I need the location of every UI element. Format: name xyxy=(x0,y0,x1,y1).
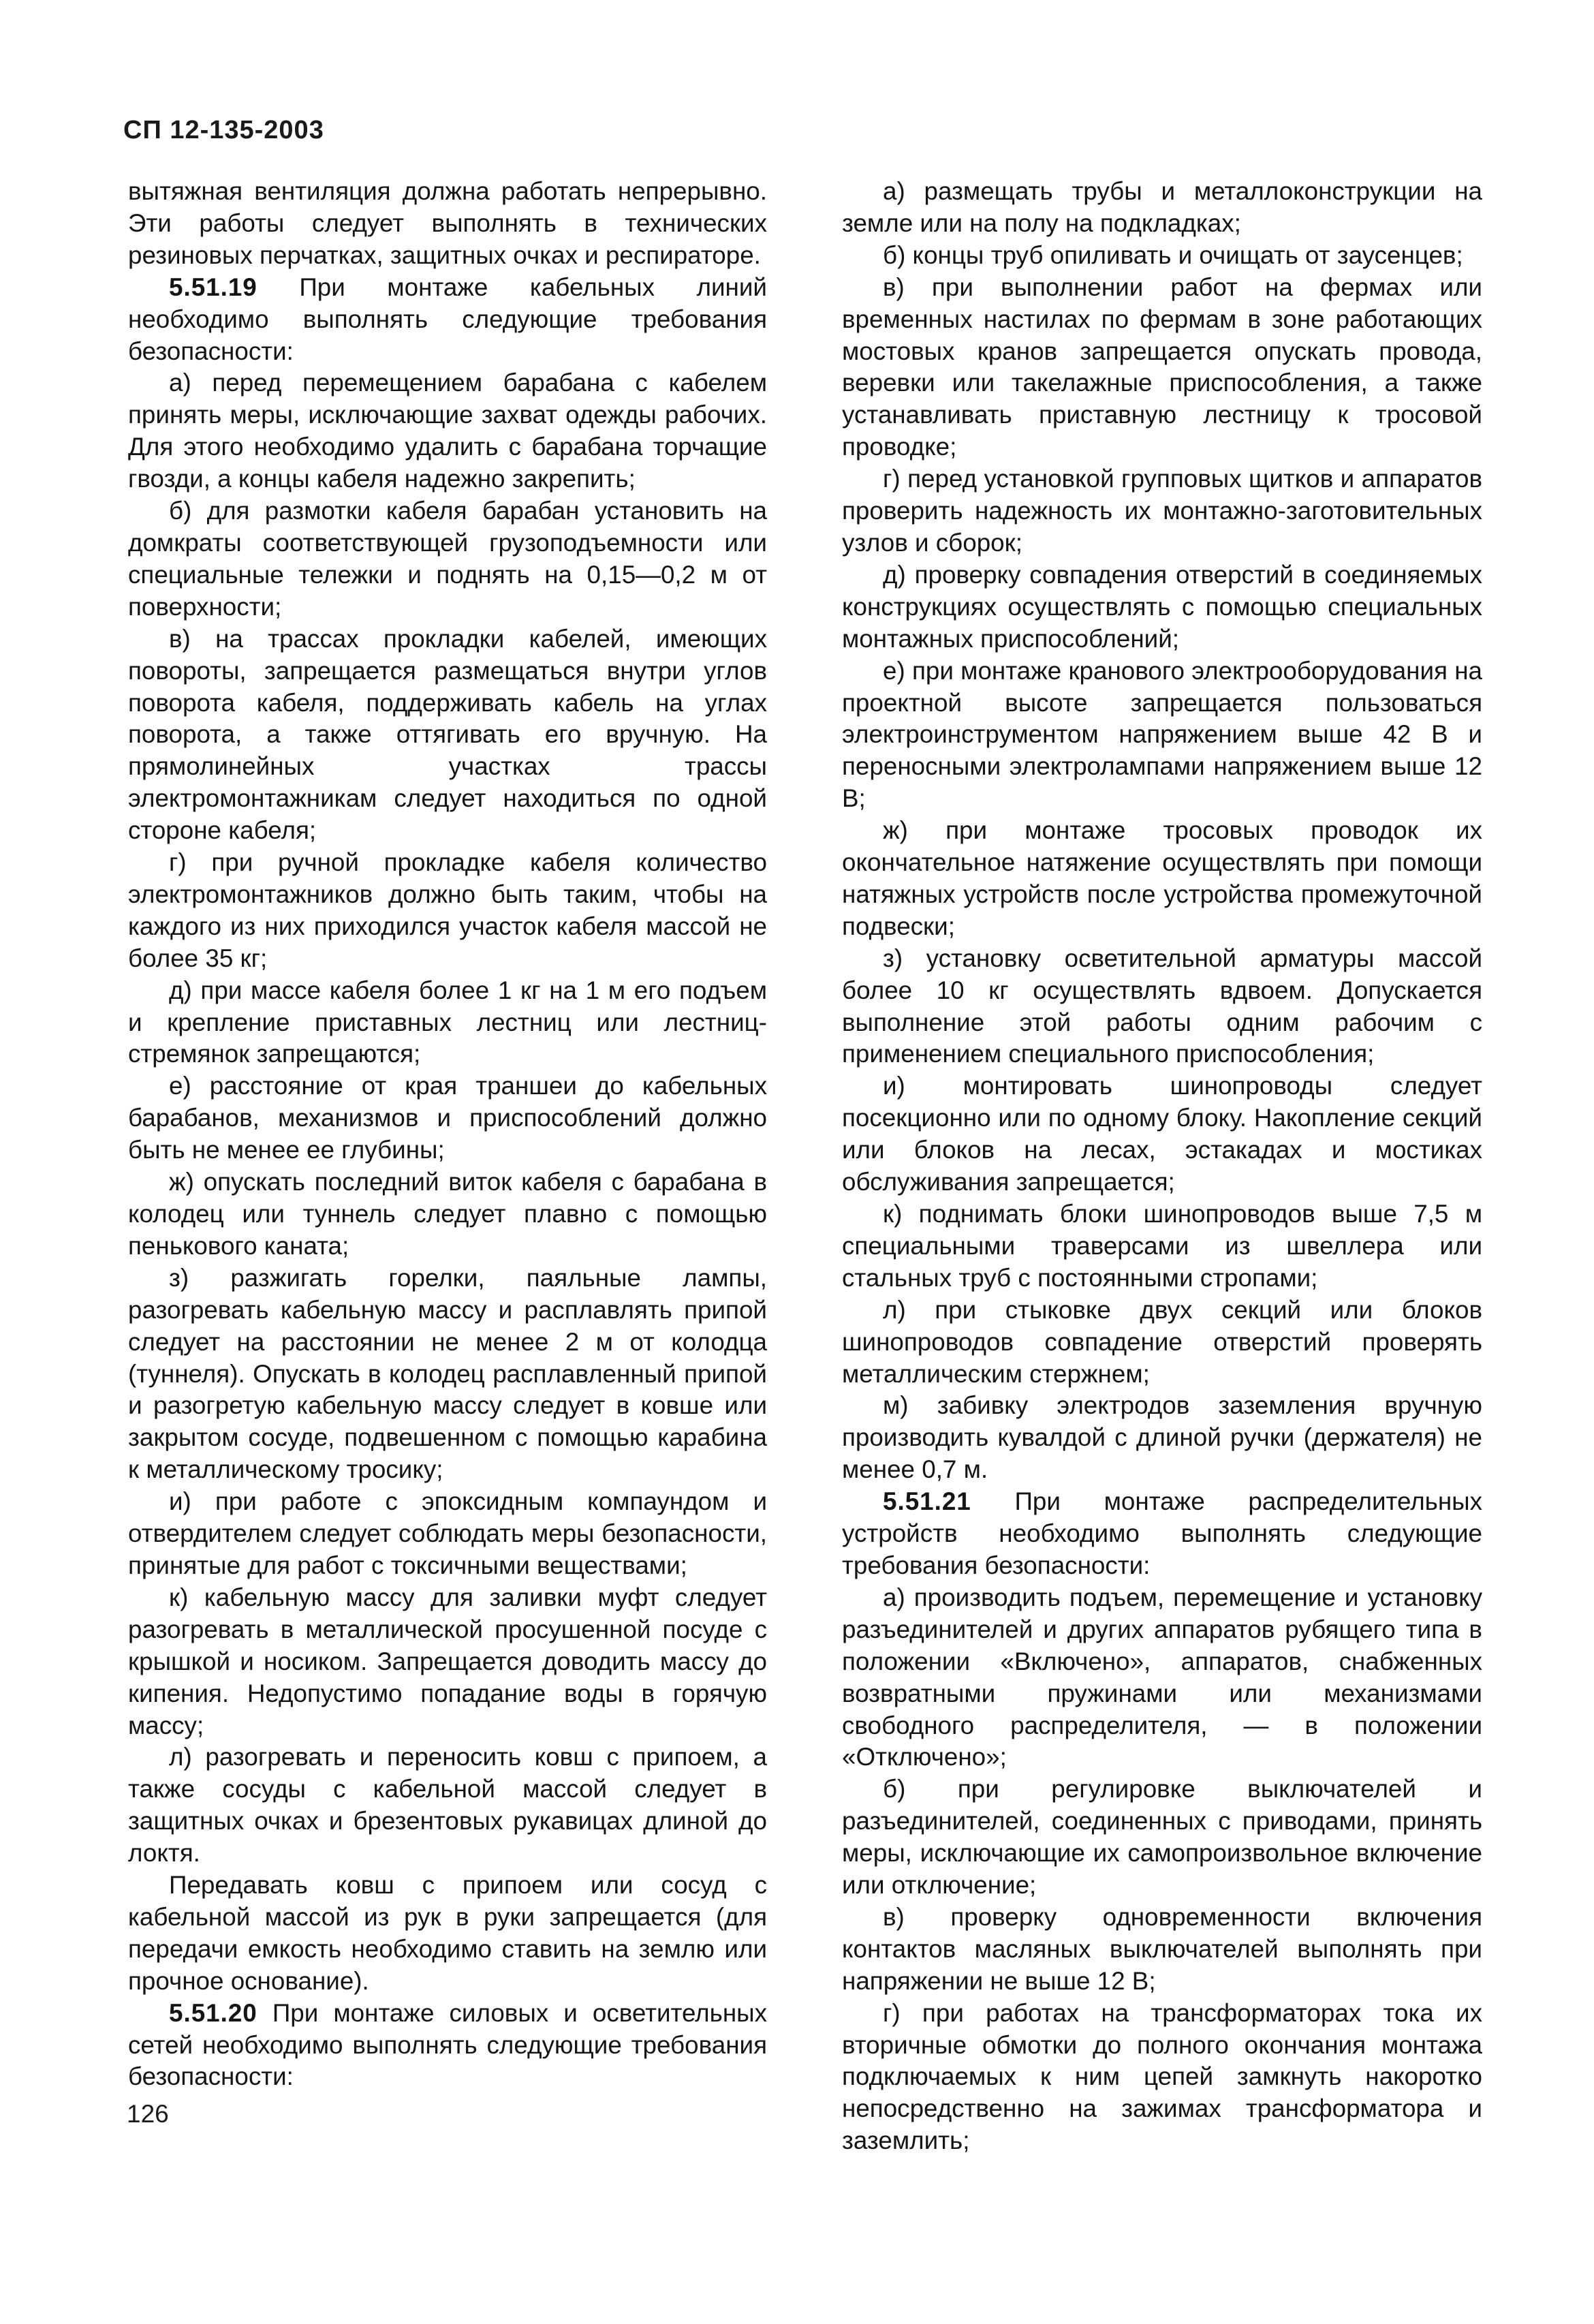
document-code-header: СП 12-135-2003 xyxy=(123,116,324,144)
body-paragraph: е) расстояние от края траншеи до кабельных барабанов, механизмов и приспособлений должно быть не менее ее глубины; xyxy=(128,1072,767,1164)
section-text: При монтаже силовых и осветительных сетей необходимо выполнять следующие требования безопасности: xyxy=(128,1998,767,2091)
section-text: При монтаже кабельных линий необходимо выполнять следующие требования безопасности: xyxy=(128,273,767,365)
body-paragraph: и) при работе с эпоксидным компаундом и отвердителем следует соблюдать меры безопасности, принятые для работ с токсичными веществами; xyxy=(128,1487,767,1579)
body-paragraph: и) монтировать шинопроводы следует посекционно или по одному блоку. Накопление секций или блоков на лесах, эстакадах и мостиках обслуживания запрещается; xyxy=(842,1072,1482,1196)
body-paragraph: а) размещать трубы и металлоконструкции на земле или на полу на подкладках; xyxy=(842,177,1482,237)
body-paragraph: к) кабельную массу для заливки муфт следует разогревать в металлической просушенной посуде с крышкой и носиком. Запрещается доводить массу до кипения. Недопустимо попадание воды в горячую массу; xyxy=(128,1583,767,1739)
body-paragraph: ж) опускать последний виток кабеля с барабана в колодец или туннель следует плавно с помощью пенькового каната; xyxy=(128,1168,767,1260)
section-number: 5.51.21 xyxy=(883,1487,971,1516)
body-paragraph: б) для размотки кабеля барабан установить на домкраты соответствующей грузоподъемности или специальные тележки и поднять на 0,15—0,2 м от поверхности; xyxy=(128,497,767,621)
body-paragraph: л) разогревать и переносить ковш с припоем, а также сосуды с кабельной массой следует в защитных очках и брезентовых рукавицах длиной до локтя. xyxy=(128,1743,767,1868)
body-paragraph: в) проверку одновременности включения контактов масляных выключателей выполнять при напряжении не выше 12 В; xyxy=(842,1902,1482,1995)
body-paragraph: вытяжная вентиляция должна работать непрерывно. Эти работы следует выполнять в технических резиновых перчатках, защитных очках и респираторе. xyxy=(128,177,767,269)
section-number: 5.51.19 xyxy=(169,273,257,301)
body-paragraph: з) установку осветительной арматуры массой более 10 кг осуществлять вдвоем. Допускается выполнение этой работы одним рабочим с применением специального приспособления; xyxy=(842,944,1482,1068)
body-paragraph: м) забивку электродов заземления вручную производить кувалдой с длиной ручки (держателя) не менее 0,7 м. xyxy=(842,1391,1482,1484)
section-paragraph xyxy=(128,1998,767,2094)
section-paragraph xyxy=(842,1486,1482,1582)
body-paragraph: д) при массе кабеля более 1 кг на 1 м его подъем и крепление приставных лестниц или лестниц-стремянок запрещаются; xyxy=(128,976,767,1068)
right-text-column xyxy=(842,176,1482,2157)
body-paragraph: г) при ручной прокладке кабеля количество электромонтажников должно быть таким, чтобы на каждого из них приходился участок кабеля массой не более 35 кг; xyxy=(128,848,767,972)
body-paragraph: а) перед перемещением барабана с кабелем принять меры, исключающие захват одежды рабочих. Для этого необходимо удалить с барабана торчащие гвозди, а концы кабеля надежно закрепить; xyxy=(128,369,767,493)
section-text: При монтаже распределительных устройств необходимо выполнять следующие требования безопасности: xyxy=(842,1487,1482,1579)
body-paragraph: а) производить подъем, перемещение и установку разъединителей и других аппаратов рубящего типа в положении «Включено», аппаратов, снабженных возвратными пружинами или механизмами свободного распределителя, — в положении «Отключено»; xyxy=(842,1583,1482,1771)
body-paragraph: в) на трассах прокладки кабелей, имеющих повороты, запрещается размещаться внутри углов поворота кабеля, поддерживать кабель на углах поворота, а также оттягивать его вручную. На прямолинейных участках трассы электромонтажникам следует находиться по одной стороне кабеля; xyxy=(128,624,767,845)
body-paragraph: г) при работах на трансформаторах тока их вторичные обмотки до полного окончания монтажа подключаемых к ним цепей замкнуть накоротко непосредственно на зажимах трансформатора и заземлить; xyxy=(842,1998,1482,2155)
body-paragraph: б) концы труб опиливать и очищать от заусенцев; xyxy=(883,241,1463,269)
page-number: 126 xyxy=(127,2100,169,2128)
body-paragraph: е) при монтаже кранового электрооборудования на проектной высоте запрещается пользоваться электроинструментом напряжением выше 42 В и переносными электролампами напряжением выше 12 В; xyxy=(842,656,1482,813)
body-paragraph: з) разжигать горелки, паяльные лампы, разогревать кабельную массу и расплавлять припой следует на расстоянии не менее 2 м от колодца (туннеля). Опускать в колодец расплавленный припой и разогретую кабельную массу следует в ковше или закрытом сосуде, подвешенном с помощью карабина к металлическому тросику; xyxy=(128,1263,767,1484)
body-paragraph: л) при стыковке двух секций или блоков шинопроводов совпадение отверстий проверять металлическим стержнем; xyxy=(842,1295,1482,1388)
body-paragraph: ж) при монтаже тросовых проводок их окончательное натяжение осуществлять при помощи натяжных устройств после устройства промежуточной подвески; xyxy=(842,816,1482,940)
body-paragraph: г) перед установкой групповых щитков и аппаратов проверить надежность их монтажно-заготовительных узлов и сборок; xyxy=(842,465,1482,557)
body-paragraph: к) поднимать блоки шинопроводов выше 7,5 м специальными траверсами из швеллера или стальных труб с постоянными стропами; xyxy=(842,1200,1482,1292)
section-number: 5.51.20 xyxy=(169,1998,257,2027)
body-paragraph: в) при выполнении работ на фермах или временных настилах по фермам в зоне работающих мостовых кранов запрещается опускать провода, веревки или такелажные приспособления, а также устанавливать приставную лестницу к тросовой проводке; xyxy=(842,273,1482,461)
body-paragraph: д) проверку совпадения отверстий в соединяемых конструкциях осуществлять с помощью специальных монтажных приспособлений; xyxy=(842,560,1482,653)
left-text-column xyxy=(128,176,767,2093)
body-paragraph: Передавать ковш с припоем или сосуд с кабельной массой из рук в руки запрещается (для передачи емкость необходимо ставить на землю или прочное основание). xyxy=(128,1871,767,1995)
section-paragraph xyxy=(128,272,767,368)
body-paragraph: б) при регулировке выключателей и разъединителей, соединенных с приводами, принять меры, исключающие их самопроизвольное включение или отключение; xyxy=(842,1775,1482,1900)
